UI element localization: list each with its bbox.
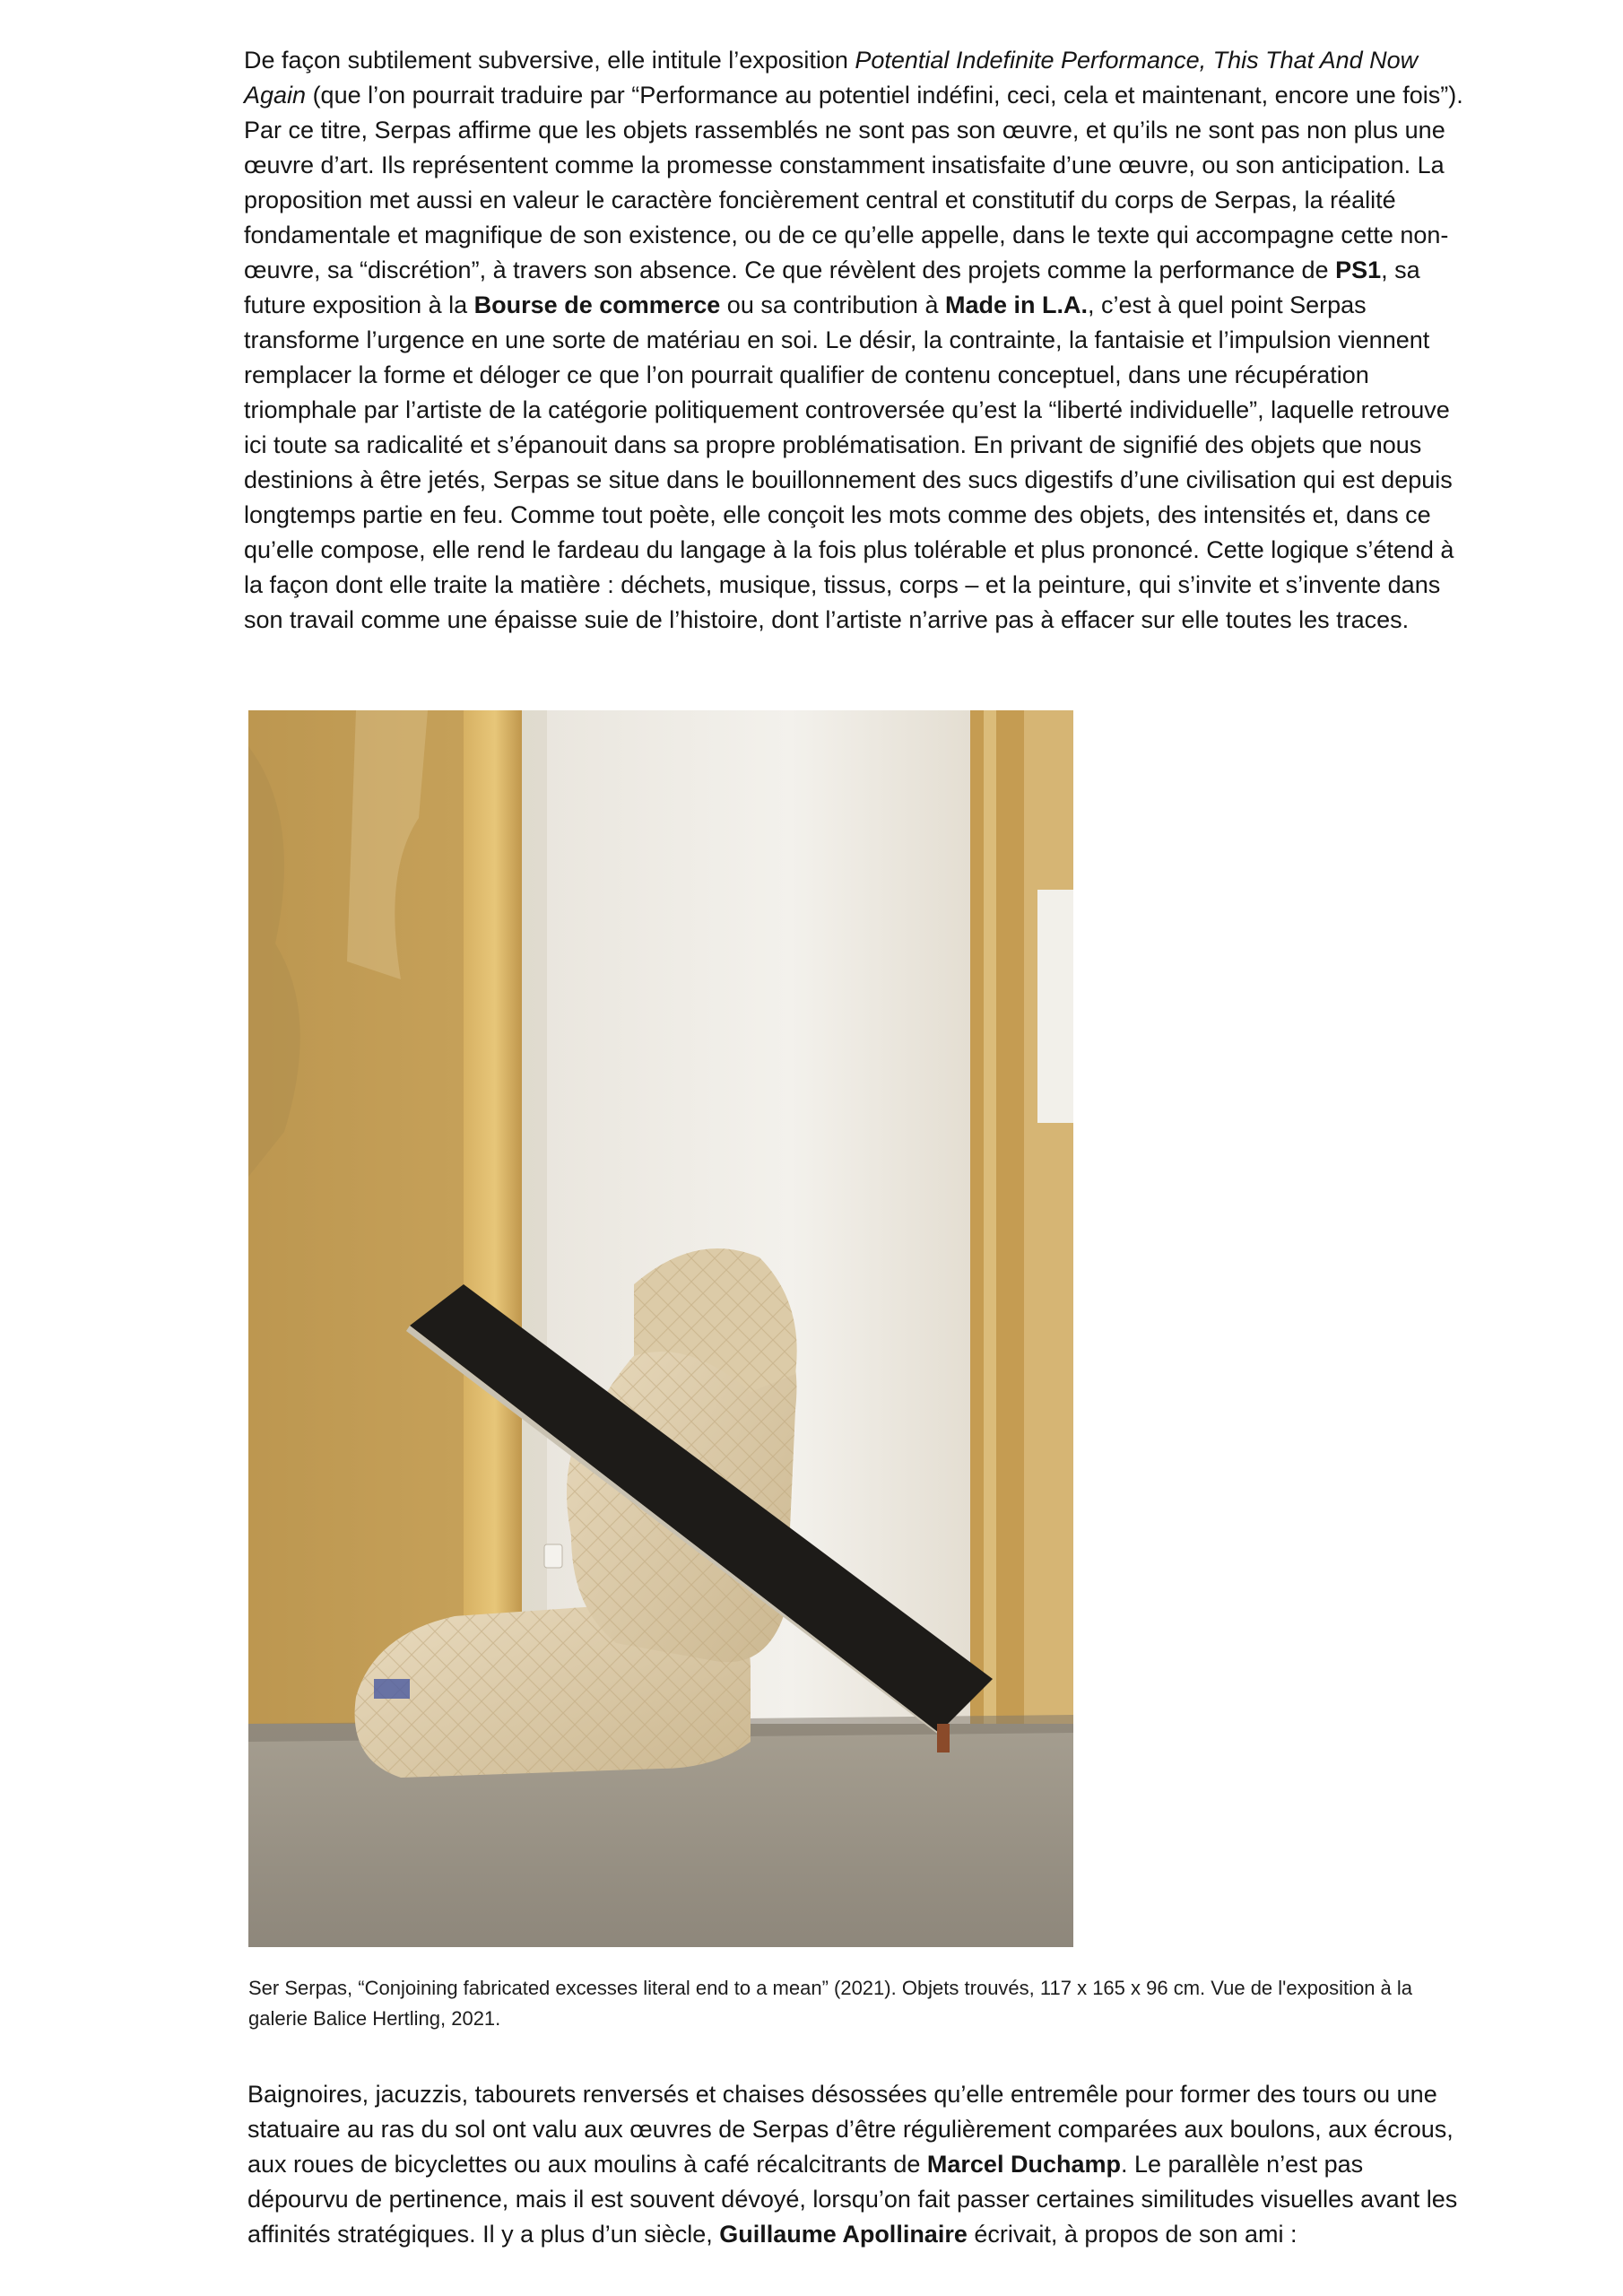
paragraph-2	[247, 2077, 1467, 2252]
paragraph-1-text-c: , sa future exposition à la	[244, 257, 1420, 318]
paragraph-1-text-e: , c’est à quel point Serpas transforme l’urgence en une sorte de matériau en soi. Le désir, la contrainte, la fantaisie et l’impulsion viennent remplacer la forme et déloger ce que l’on pourrait qualifier de contenu conceptuel, dans une récupération triomphale par l’artiste de la catégorie politiquement controversée qu’est la “liberté individuelle”, laquelle retrouve ici toute sa radicalité et s’épanouit dans sa propre problématisation. En privant de signifié des objets que nous destinions à être jetés, Serpas se situe dans le bouillonnement des sucs digestifs d’une civilisation qui est depuis longtemps partie en feu. Comme tout poète, elle conçoit les mots comme des objets, des intensités et, dans ce qu’elle compose, elle rend le fardeau du langage à la fois plus tolérable et plus prononcé. Cette logique s’étend à la façon dont elle traite la matière : déchets, musique, tissus, corps – et la peinture, qui s’invite et s’invente dans son travail comme une épaisse suie de l’histoire, dont l’artiste n’arrive pas à effacer sur elle toutes les traces.	[244, 291, 1454, 633]
paragraph-1-text-a: De façon subtilement subversive, elle intitule l’exposition	[244, 47, 855, 74]
paragraph-1-text-b: (que l’on pourrait traduire par “Performance au potentiel indéfini, ceci, cela et maintenant, encore une fois”). Par ce titre, Serpas affirme que les objets rassemblés ne sont pas son œuvre, et qu’ils ne sont pas non plus une œuvre d’art. Ils représentent comme la promesse constamment insatisfaite d’une œuvre, ou son anticipation. La proposition met aussi en valeur le caractère foncièrement central et constitutif du corps de Serpas, la réalité fondamentale et magnifique de son existence, ou de ce qu’elle appelle, dans le texte qui accompagne cette non-œuvre, sa “discrétion”, à travers son absence. Ce que révèlent des projets comme la performance de	[244, 82, 1463, 283]
link-ps1[interactable]: PS1	[1335, 257, 1382, 283]
paragraph-2-text-c: écrivait, à propos de son ami :	[967, 2221, 1298, 2248]
paragraph-2-text-b: . Le parallèle n’est pas dépourvu de pertinence, mais il est souvent dévoyé, lorsqu’on fait passer certaines similitudes visuelles avant les affinités stratégiques. Il y a plus d’un siècle,	[247, 2151, 1458, 2248]
figure-caption: Ser Serpas, “Conjoining fabricated excesses literal end to a mean” (2021). Objets trouvés, 117 x 165 x 96 cm. Vue de l'exposition à la galerie Balice Hertling, 2021.	[248, 1977, 1413, 2030]
link-marcel-duchamp[interactable]: Marcel Duchamp	[926, 2151, 1121, 2178]
artwork-photo	[248, 710, 1073, 1947]
link-guillaume-apollinaire[interactable]: Guillaume Apollinaire	[719, 2221, 968, 2248]
link-bourse-de-commerce[interactable]: Bourse de commerce	[473, 291, 721, 318]
link-made-in-la[interactable]: Made in L.A.	[944, 291, 1088, 318]
exhibition-title: Potential Indefinite Performance, This That And Now Again	[244, 47, 1419, 109]
paragraph-1	[244, 43, 1463, 638]
paragraph-2-text-a: Baignoires, jacuzzis, tabourets renversés et chaises désossées qu’elle entremêle pour former des tours ou une statuaire au ras du sol ont valu aux œuvres de Serpas d’être régulièrement comparées aux boulons, aux écrous, aux roues de bicyclettes ou aux moulins à café récalcitrants de	[247, 2081, 1454, 2178]
paragraph-1-text-d: ou sa contribution à	[720, 291, 945, 318]
